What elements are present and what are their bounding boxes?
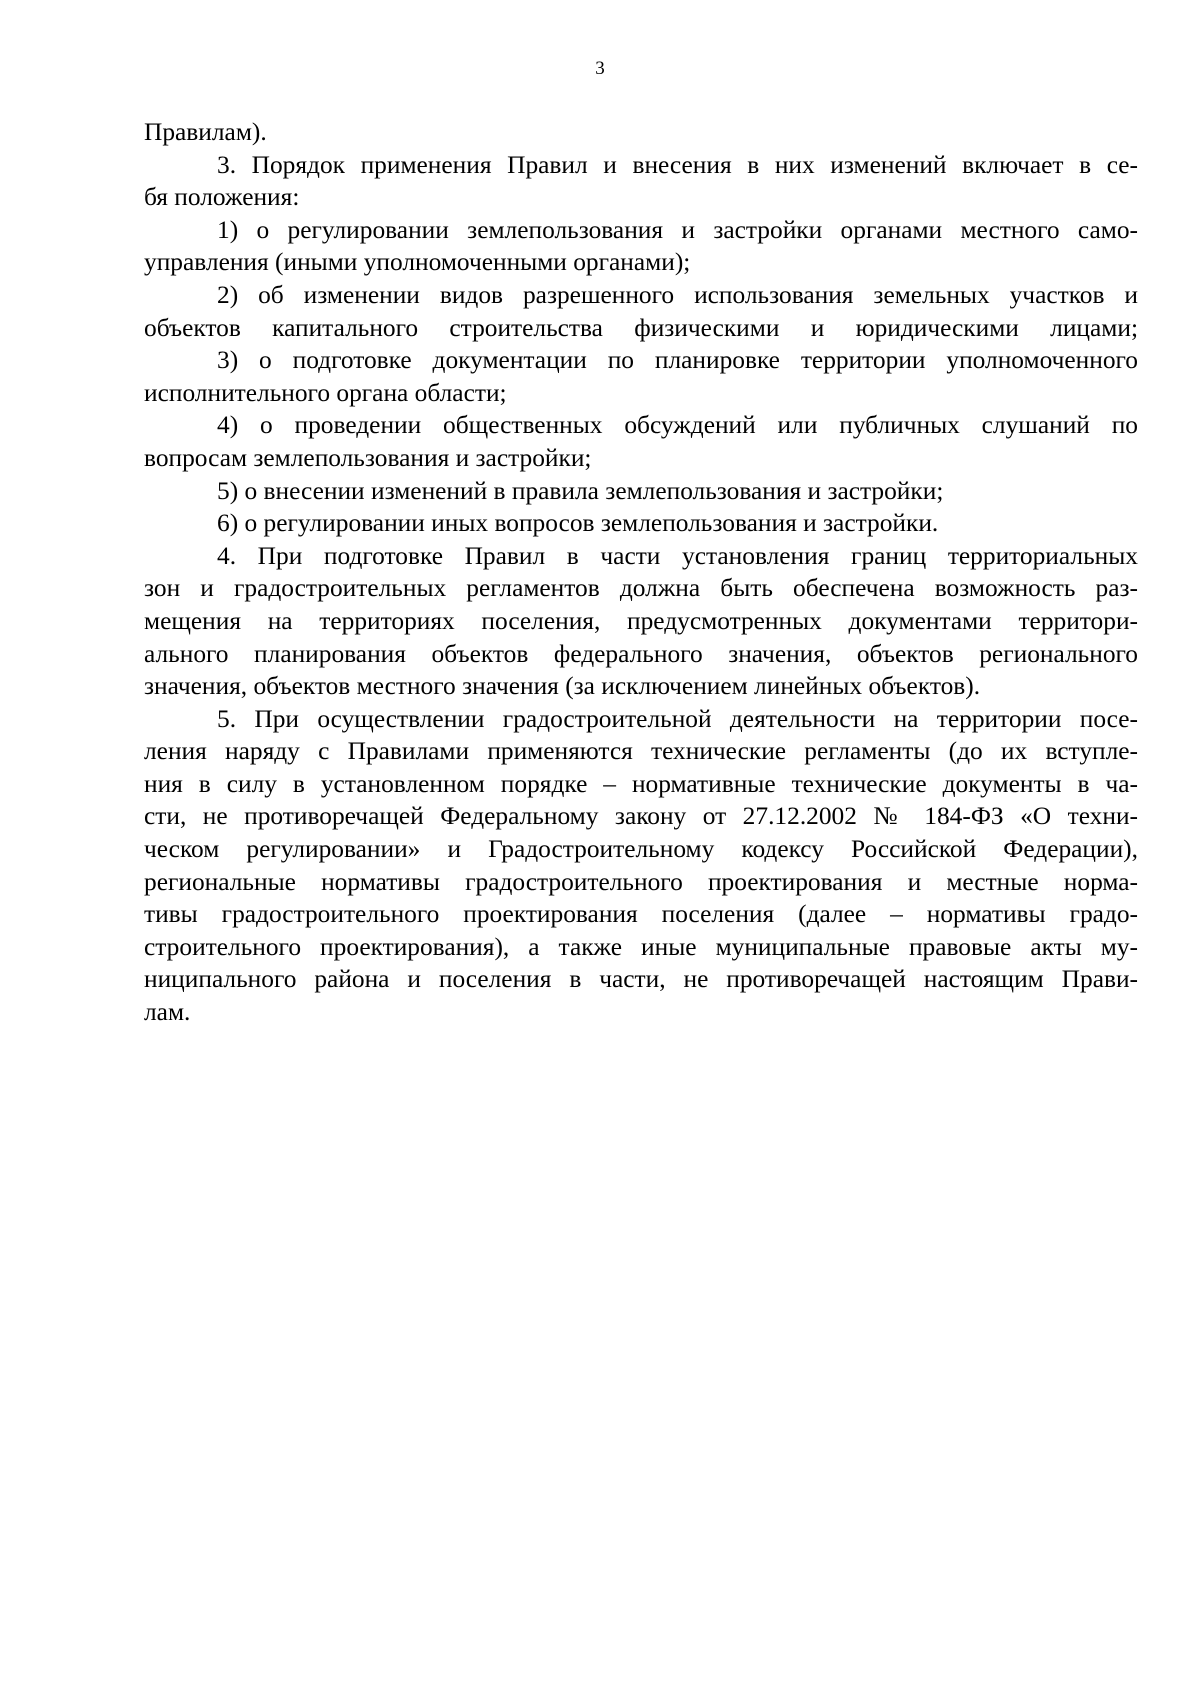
text-line: тивы градостроительного проектирования поселения (далее – нормативы градо-	[144, 900, 1138, 929]
text-line: вопросам землепользования и застройки;	[144, 443, 592, 472]
text-line: сти, не противоречащей Федеральному закону от 27.12.2002 № 184-ФЗ «О техни-	[144, 802, 1138, 831]
text-line: 5. При осуществлении градостроительной деятельности на территории посе-	[217, 704, 1138, 733]
text-line: 5) о внесении изменений в правила землепользования и застройки;	[217, 476, 944, 505]
text-line: ния в силу в установленном порядке – нормативные технические документы в ча-	[144, 769, 1138, 798]
text-line: мещения на территориях поселения, предусмотренных документами территори-	[144, 606, 1138, 635]
text-line: 4) о проведении общественных обсуждений или публичных слушаний по	[217, 411, 1138, 440]
text-line: значения, объектов местного значения (за исключением линейных объектов).	[144, 672, 981, 701]
text-line: управления (иными уполномоченными органами);	[144, 248, 691, 277]
text-line: 2) об изменении видов разрешенного использования земельных участков и	[217, 280, 1138, 309]
text-line: ческом регулировании» и Градостроительному кодексу Российской Федерации),	[144, 835, 1138, 864]
text-line: Правилам).	[144, 118, 267, 146]
text-line: 3. Порядок применения Правил и внесения в них изменений включает в се-	[217, 150, 1138, 179]
text-line: исполнительного органа области;	[144, 378, 507, 407]
page-number: 3	[595, 58, 605, 79]
text-line: 4. При подготовке Правил в части установления границ территориальных	[217, 541, 1138, 570]
text-line: 6) о регулировании иных вопросов землепользования и застройки.	[217, 509, 939, 538]
text-line: региональные нормативы градостроительного проектирования и местные норма-	[144, 867, 1138, 896]
text-line: зон и градостроительных регламентов должна быть обеспечена возможность раз-	[144, 574, 1138, 603]
text-line: объектов капитального строительства физическими и юридическими лицами;	[144, 313, 1138, 342]
text-line: ниципального района и поселения в части, не противоречащей настоящим Прави-	[144, 965, 1138, 994]
text-line: ального планирования объектов федерального значения, объектов регионального	[144, 639, 1138, 668]
text-line: 3) о подготовке документации по планировке территории уполномоченного	[217, 346, 1138, 375]
text-line: строительного проектирования), а также иные муниципальные правовые акты му-	[144, 932, 1138, 961]
text-line: бя положения:	[144, 183, 300, 212]
text-line: лам.	[144, 998, 191, 1027]
document-body	[144, 116, 1138, 1029]
text-line: 1) о регулировании землепользования и застройки органами местного само-	[217, 215, 1138, 244]
text-line: ления наряду с Правилами применяются технические регламенты (до их вступле-	[144, 737, 1138, 766]
